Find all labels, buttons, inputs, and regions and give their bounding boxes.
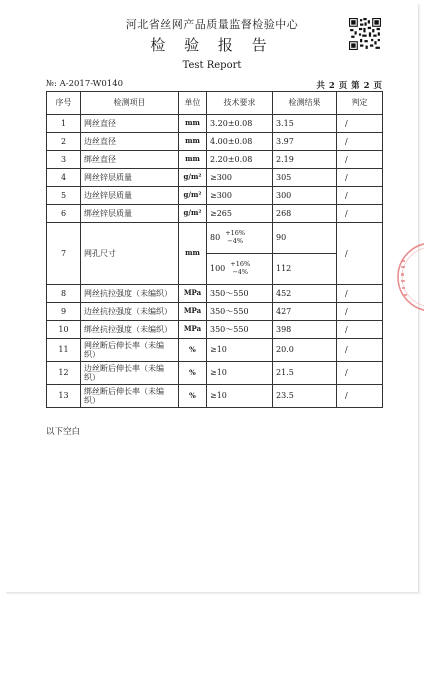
test-item: 网丝抗拉强度（未编织） — [81, 285, 179, 303]
unit: MPa — [179, 321, 207, 339]
requirement: ≥265 — [207, 205, 273, 223]
verdict: / — [337, 385, 383, 408]
requirement: ≥300 — [207, 187, 273, 205]
verdict: / — [337, 285, 383, 303]
row-number: 4 — [47, 169, 81, 187]
verdict: / — [337, 223, 383, 285]
requirement: 3.20±0.08 — [207, 115, 273, 133]
official-seal-icon — [394, 232, 424, 322]
result-group — [273, 223, 337, 285]
table-row — [47, 285, 383, 303]
unit: MPa — [179, 303, 207, 321]
table-row-mesh-size — [47, 223, 383, 285]
verdict: / — [337, 303, 383, 321]
requirement: ≥300 — [207, 169, 273, 187]
page-counter: 共 2 页 第 2 页 — [316, 81, 382, 91]
test-item: 边丝锌层质量 — [81, 187, 179, 205]
column-header: 序号 — [47, 92, 81, 115]
report-title-cn: 检 验 报 告 — [150, 36, 274, 54]
verdict: / — [337, 205, 383, 223]
requirement-sub — [207, 253, 272, 284]
report-meta-row — [46, 79, 382, 91]
table-row — [47, 169, 383, 187]
row-number: 2 — [47, 133, 81, 151]
result: 2.19 — [273, 151, 337, 169]
result: 305 — [273, 169, 337, 187]
row-number: 5 — [47, 187, 81, 205]
requirement: 2.20±0.08 — [207, 151, 273, 169]
requirement: 350～550 — [207, 321, 273, 339]
row-number: 7 — [47, 223, 81, 285]
test-item: 绑丝直径 — [81, 151, 179, 169]
unit: g/m² — [179, 205, 207, 223]
row-number: 13 — [47, 385, 81, 408]
table-row — [47, 362, 383, 385]
row-number: 6 — [47, 205, 81, 223]
test-item: 网丝锌层质量 — [81, 169, 179, 187]
row-number: 9 — [47, 303, 81, 321]
row-number: 3 — [47, 151, 81, 169]
test-item: 绑丝锌层质量 — [81, 205, 179, 223]
table-row — [47, 385, 383, 408]
verdict: / — [337, 362, 383, 385]
result: 23.5 — [273, 385, 337, 408]
requirement-sub — [207, 223, 272, 253]
requirement: ≥10 — [207, 385, 273, 408]
end-of-content-note: 以下空白 — [46, 427, 81, 437]
row-number: 8 — [47, 285, 81, 303]
requirement: 350～550 — [207, 285, 273, 303]
requirement-group — [207, 223, 273, 285]
nominal-size: 80 — [210, 233, 221, 243]
verdict: / — [337, 115, 383, 133]
column-header: 技术要求 — [207, 92, 273, 115]
table-row — [47, 133, 383, 151]
row-number: 10 — [47, 321, 81, 339]
tolerance-minus: −4% — [227, 237, 244, 245]
tolerance-plus: +16% — [225, 229, 246, 238]
table-row — [47, 205, 383, 223]
column-header: 检测项目 — [81, 92, 179, 115]
unit: % — [179, 339, 207, 362]
unit: % — [179, 362, 207, 385]
verdict: / — [337, 133, 383, 151]
result: 300 — [273, 187, 337, 205]
column-header: 判定 — [337, 92, 383, 115]
row-number: 11 — [47, 339, 81, 362]
verdict: / — [337, 151, 383, 169]
unit: MPa — [179, 285, 207, 303]
unit: mm — [179, 223, 207, 285]
test-item: 边丝断后伸长率（未编织） — [81, 362, 179, 385]
unit: mm — [179, 115, 207, 133]
verdict: / — [337, 169, 383, 187]
test-item: 绑丝抗拉强度（未编织） — [81, 321, 179, 339]
verdict: / — [337, 321, 383, 339]
unit: mm — [179, 133, 207, 151]
table-header-row — [47, 92, 383, 115]
nominal-size: 100 — [210, 264, 226, 274]
table-row — [47, 339, 383, 362]
result: 398 — [273, 321, 337, 339]
test-item: 网丝断后伸长率（未编织） — [81, 339, 179, 362]
test-item: 绑丝断后伸长率（未编织） — [81, 385, 179, 408]
result: 427 — [273, 303, 337, 321]
result: 3.15 — [273, 115, 337, 133]
result: 90 — [276, 233, 287, 243]
requirement: 350～550 — [207, 303, 273, 321]
requirement: 4.00±0.08 — [207, 133, 273, 151]
test-item: 边丝直径 — [81, 133, 179, 151]
unit: % — [179, 385, 207, 408]
table-row — [47, 321, 383, 339]
result: 21.5 — [273, 362, 337, 385]
table-row — [47, 151, 383, 169]
organization-name: 河北省丝网产品质量监督检验中心 — [125, 18, 299, 31]
test-item: 网孔尺寸 — [81, 223, 179, 285]
result: 268 — [273, 205, 337, 223]
table-row — [47, 115, 383, 133]
unit: mm — [179, 151, 207, 169]
report-title-en: Test Report — [182, 60, 242, 71]
tolerance-minus: −4% — [232, 268, 249, 276]
verdict: / — [337, 339, 383, 362]
test-item: 网丝直径 — [81, 115, 179, 133]
tolerance — [230, 261, 250, 277]
result: 20.0 — [273, 339, 337, 362]
column-header: 单位 — [179, 92, 207, 115]
unit: g/m² — [179, 187, 207, 205]
result: 452 — [273, 285, 337, 303]
table-row — [47, 303, 383, 321]
row-number: 1 — [47, 115, 81, 133]
tolerance — [225, 230, 245, 246]
column-header: 检测结果 — [273, 92, 337, 115]
test-item: 边丝抗拉强度（未编织） — [81, 303, 179, 321]
report-page — [6, 4, 419, 593]
requirement: ≥10 — [207, 339, 273, 362]
tolerance-plus: +16% — [230, 260, 251, 269]
result: 112 — [273, 253, 336, 284]
test-results-table — [46, 91, 383, 408]
unit: g/m² — [179, 169, 207, 187]
row-number: 12 — [47, 362, 81, 385]
verdict: / — [337, 187, 383, 205]
table-row — [47, 187, 383, 205]
requirement: ≥10 — [207, 362, 273, 385]
qr-code-icon — [349, 18, 381, 50]
result: 3.97 — [273, 133, 337, 151]
report-number: №: A-2017-W0140 — [46, 79, 124, 89]
